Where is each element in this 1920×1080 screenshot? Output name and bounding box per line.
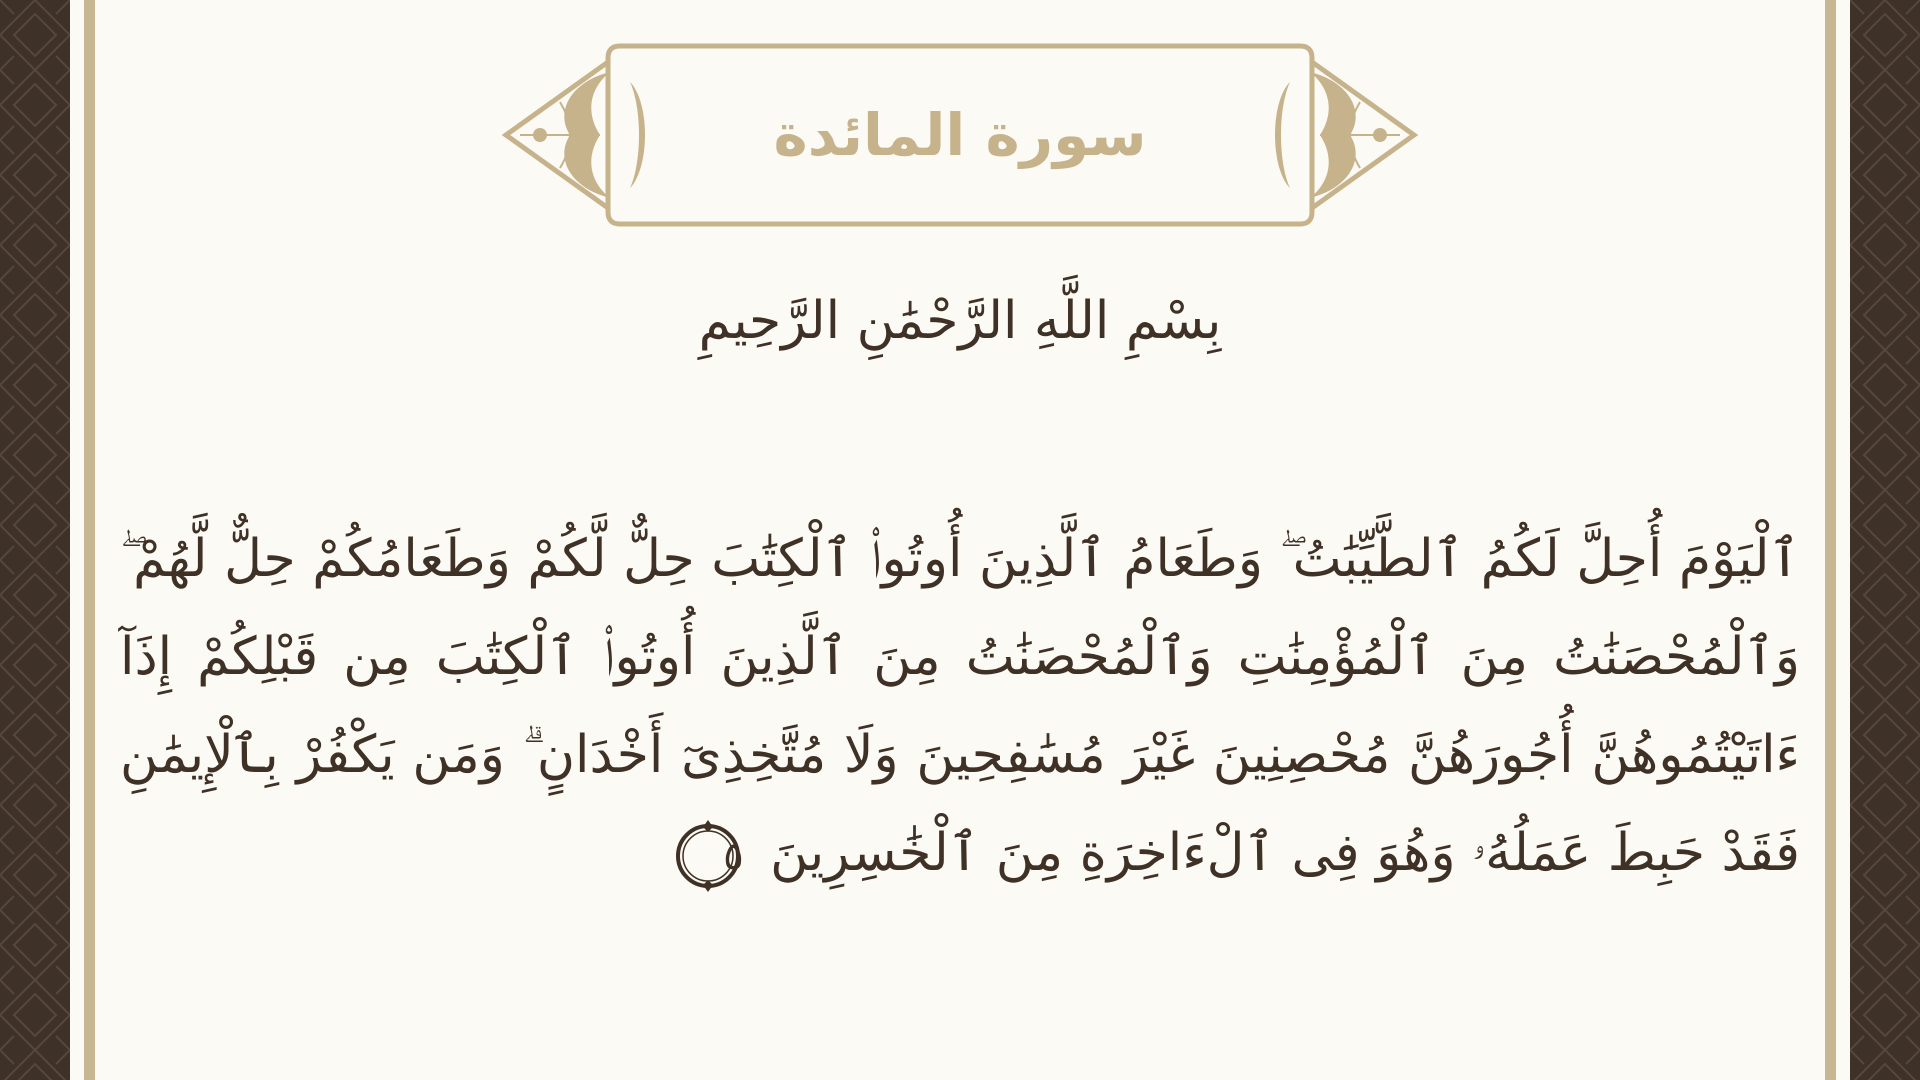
surah-title: سورة المائدة bbox=[773, 101, 1147, 169]
ayah-end-marker bbox=[672, 820, 744, 892]
surah-title-banner bbox=[500, 42, 1420, 228]
left-pattern-border bbox=[0, 0, 70, 1080]
left-gold-rule bbox=[84, 0, 95, 1080]
verse-block bbox=[120, 510, 1800, 902]
ayah-number: ٥ bbox=[723, 834, 744, 878]
right-gold-rule bbox=[1825, 0, 1836, 1080]
basmala: بِسْمِ اللَّهِ الرَّحْمَٰنِ الرَّحِيمِ bbox=[698, 291, 1222, 351]
right-pattern-border bbox=[1850, 0, 1920, 1080]
verse-text: ٱلْيَوْمَ أُحِلَّ لَكُمُ ٱلطَّيِّبَٰتُ ۖ وَطَعَامُ ٱلَّذِينَ أُوتُوا۟ ٱلْكِتَٰبَ حِلٌّ لَّكُمْ وَطَعَامُكُمْ حِلٌّ لَّهُمْ ۖ وَٱلْمُحْصَنَٰتُ مِنَ ٱلْمُؤْمِنَٰتِ وَٱلْمُحْصَنَٰتُ مِنَ ٱلَّذِينَ أُوتُوا۟ ٱلْكِتَٰبَ مِن قَبْلِكُمْ إِذَآ ءَاتَيْتُمُوهُنَّ أُجُورَهُنَّ مُحْصِنِينَ غَيْرَ مُسَٰفِحِينَ وَلَا مُتَّخِذِىٓ أَخْدَانٍ ۗ وَمَن يَكْفُرْ بِٱلْإِيمَٰنِ فَقَدْ حَبِطَ عَمَلُهُۥ وَهُوَ فِى ٱلْءَاخِرَةِ مِنَ ٱلْخَٰسِرِينَ bbox=[120, 529, 1800, 883]
